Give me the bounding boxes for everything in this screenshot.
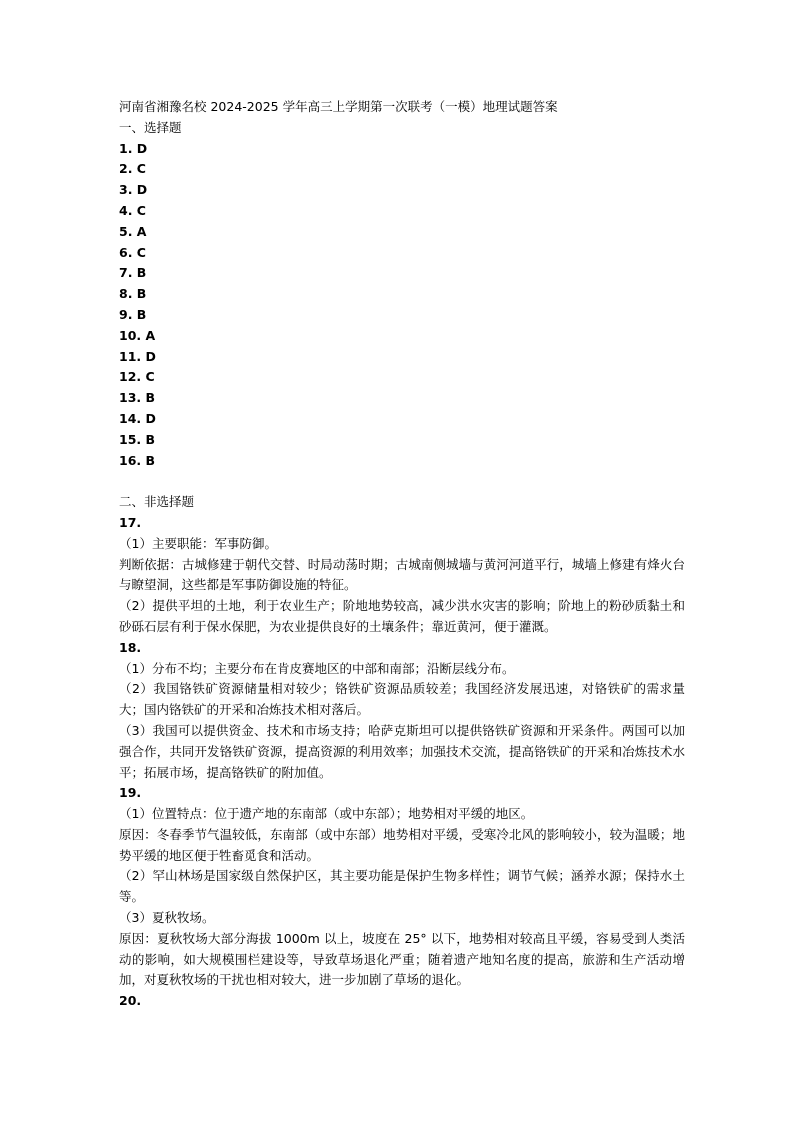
answer-paragraph: （2）罕山林场是国家级自然保护区，其主要功能是保护生物多样性；调节气候；涵养水源；保持水土等。	[119, 868, 685, 905]
choice-answer: 3. D	[119, 182, 148, 198]
choice-answer: 9. B	[119, 306, 147, 322]
question-17	[119, 513, 685, 638]
choice-answer: 14. D	[119, 410, 156, 426]
choice-answer: 8. B	[119, 286, 147, 302]
answer-paragraph: （1）分布不均；主要分布在肯皮赛地区的中部和南部；沿断层线分布。	[119, 660, 515, 676]
question-18	[119, 638, 685, 784]
spacer	[119, 471, 685, 492]
question-number: 17.	[119, 514, 142, 530]
choice-answer: 11. D	[119, 348, 156, 364]
answer-paragraph: 原因：冬春季节气温较低，东南部（或中东部）地势相对平缓，受寒冷北风的影响较小，较为温暖；地势平缓的地区便于牲畜觅食和活动。	[119, 826, 685, 863]
section-nonchoice-heading: 二、非选择题	[119, 494, 195, 510]
choice-answer-list	[119, 139, 685, 472]
choice-answer: 15. B	[119, 431, 156, 447]
choice-answer: 2. C	[119, 161, 146, 177]
answer-paragraph: （1）位置特点：位于遗产地的东南部（或中东部）；地势相对平缓的地区。	[119, 806, 534, 822]
choice-answer: 16. B	[119, 452, 156, 468]
document-title: 河南省湘豫名校 2024-2025 学年高三上学期第一次联考（一模）地理试题答案	[119, 99, 558, 114]
choice-answer: 10. A	[119, 327, 156, 343]
answer-paragraph: 判断依据：古城修建于朝代交替、时局动荡时期；古城南侧城墙与黄河河道平行，城墙上修建有烽火台与瞭望洞，这些都是军事防御设施的特征。	[119, 556, 685, 593]
question-20	[119, 991, 685, 1012]
choice-answer: 7. B	[119, 265, 147, 281]
question-number: 20.	[119, 993, 142, 1009]
answer-paragraph: （1）主要职能：军事防御。	[119, 535, 277, 551]
choice-answer: 4. C	[119, 202, 146, 218]
question-number: 18.	[119, 639, 142, 655]
choice-answer: 6. C	[119, 244, 146, 260]
choice-answer: 12. C	[119, 369, 155, 385]
choice-answer: 13. B	[119, 390, 156, 406]
question-number: 19.	[119, 785, 142, 801]
choice-answer: 5. A	[119, 223, 147, 239]
choice-answer: 1. D	[119, 140, 148, 156]
answer-paragraph: 原因：夏秋牧场大部分海拔 1000m 以上，坡度在 25° 以下，地势相对较高且平缓，容易受到人类活动的影响，如大规模围栏建设等，导致草场退化严重；随着遗产地知名度的提高，旅游和生产活动增加，对夏秋牧场的干扰也相对较大，进一步加剧了草场的退化。	[119, 930, 685, 988]
answer-paragraph: （2）提供平坦的土地，利于农业生产；阶地地势较高，减少洪水灾害的影响；阶地上的粉砂质黏土和砂砾石层有利于保水保肥，为农业提供良好的土壤条件；靠近黄河，便于灌溉。	[119, 598, 685, 634]
section-choice-heading: 一、选择题	[119, 119, 182, 135]
question-19	[119, 783, 685, 991]
answer-paragraph: （2）我国铬铁矿资源储量相对较少；铬铁矿资源品质较差；我国经济发展迅速，对铬铁矿的需求量大；国内铬铁矿的开采和冶炼技术相对落后。	[119, 681, 685, 718]
answer-document	[119, 97, 685, 1012]
answer-paragraph: （3）夏秋牧场。	[119, 910, 215, 926]
answer-paragraph: （3）我国可以提供资金、技术和市场支持；哈萨克斯坦可以提供铬铁矿资源和开采条件。两国可以加强合作，共同开发铬铁矿资源，提高资源的利用效率；加强技术交流，提高铬铁矿的开采和冶炼技术水平；拓展市场，提高铬铁矿的附加值。	[119, 722, 685, 780]
